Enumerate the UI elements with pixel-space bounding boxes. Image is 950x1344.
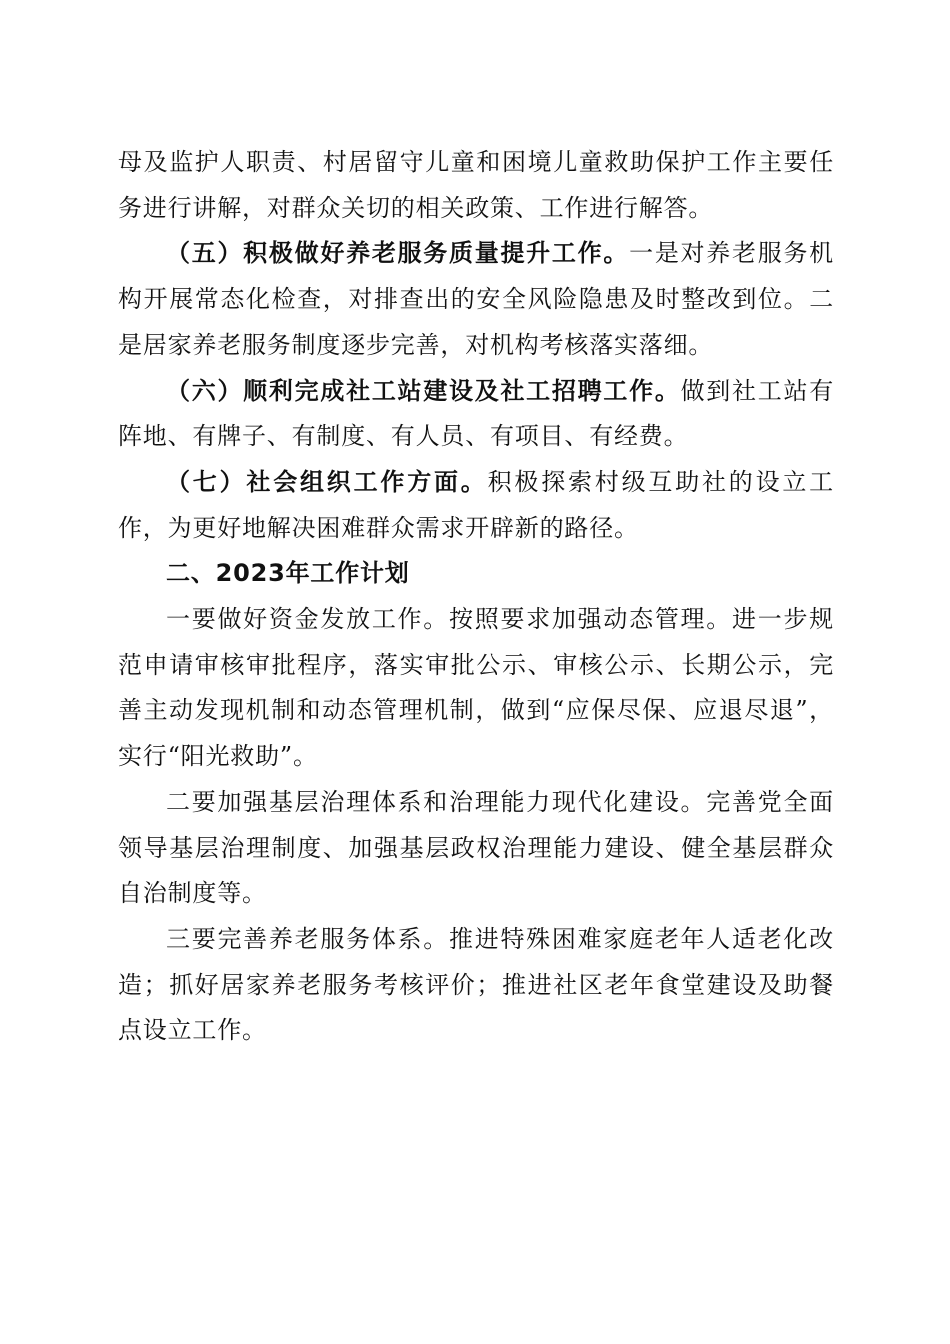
continuation-paragraph: 母及监护人职责、村居留守儿童和困境儿童救助保护工作主要任务进行讲解，对群众关切的相关政策、工作进行解答。	[118, 148, 834, 222]
section-heading: 二、2023年工作计划	[166, 559, 410, 588]
plan-paragraph-2: 二要加强基层治理体系和治理能力现代化建设。完善党全面领导基层治理制度、加强基层政权治理能力建设、健全基层群众自治制度等。	[118, 787, 834, 908]
item-seven-body: 积极探索村级互助社的设立工作，为更好地解决困难群众需求开辟新的路径。	[118, 467, 834, 542]
item-five-paragraph	[118, 231, 834, 368]
plan-paragraph-3: 三要完善养老服务体系。推进特殊困难家庭老年人适老化改造；抓好居家养老服务考核评价；推进社区老年食堂建设及助餐点设立工作。	[118, 924, 834, 1045]
item-seven-title: （七）社会组织工作方面。	[166, 467, 488, 496]
item-five-body: 一是对养老服务机构开展常态化检查，对排查出的安全风险隐患及时整改到位。二是居家养老服务制度逐步完善，对机构考核落实落细。	[118, 239, 834, 359]
plan-paragraph-1: 一要做好资金发放工作。按照要求加强动态管理。进一步规范申请审核审批程序，落实审批公示、审核公示、长期公示，完善主动发现机制和动态管理机制，做到“应保尽保、应退尽退”，实行“阳光救助”。	[118, 605, 834, 771]
item-six-body: 做到社工站有阵地、有牌子、有制度、有人员、有项目、有经费。	[118, 376, 834, 451]
item-seven-paragraph	[118, 460, 834, 551]
item-six-title: （六）顺利完成社工站建设及社工招聘工作。	[166, 376, 681, 405]
item-six-paragraph	[118, 369, 834, 460]
document-body	[118, 140, 834, 1054]
item-five-title: （五）积极做好养老服务质量提升工作。	[166, 239, 630, 268]
